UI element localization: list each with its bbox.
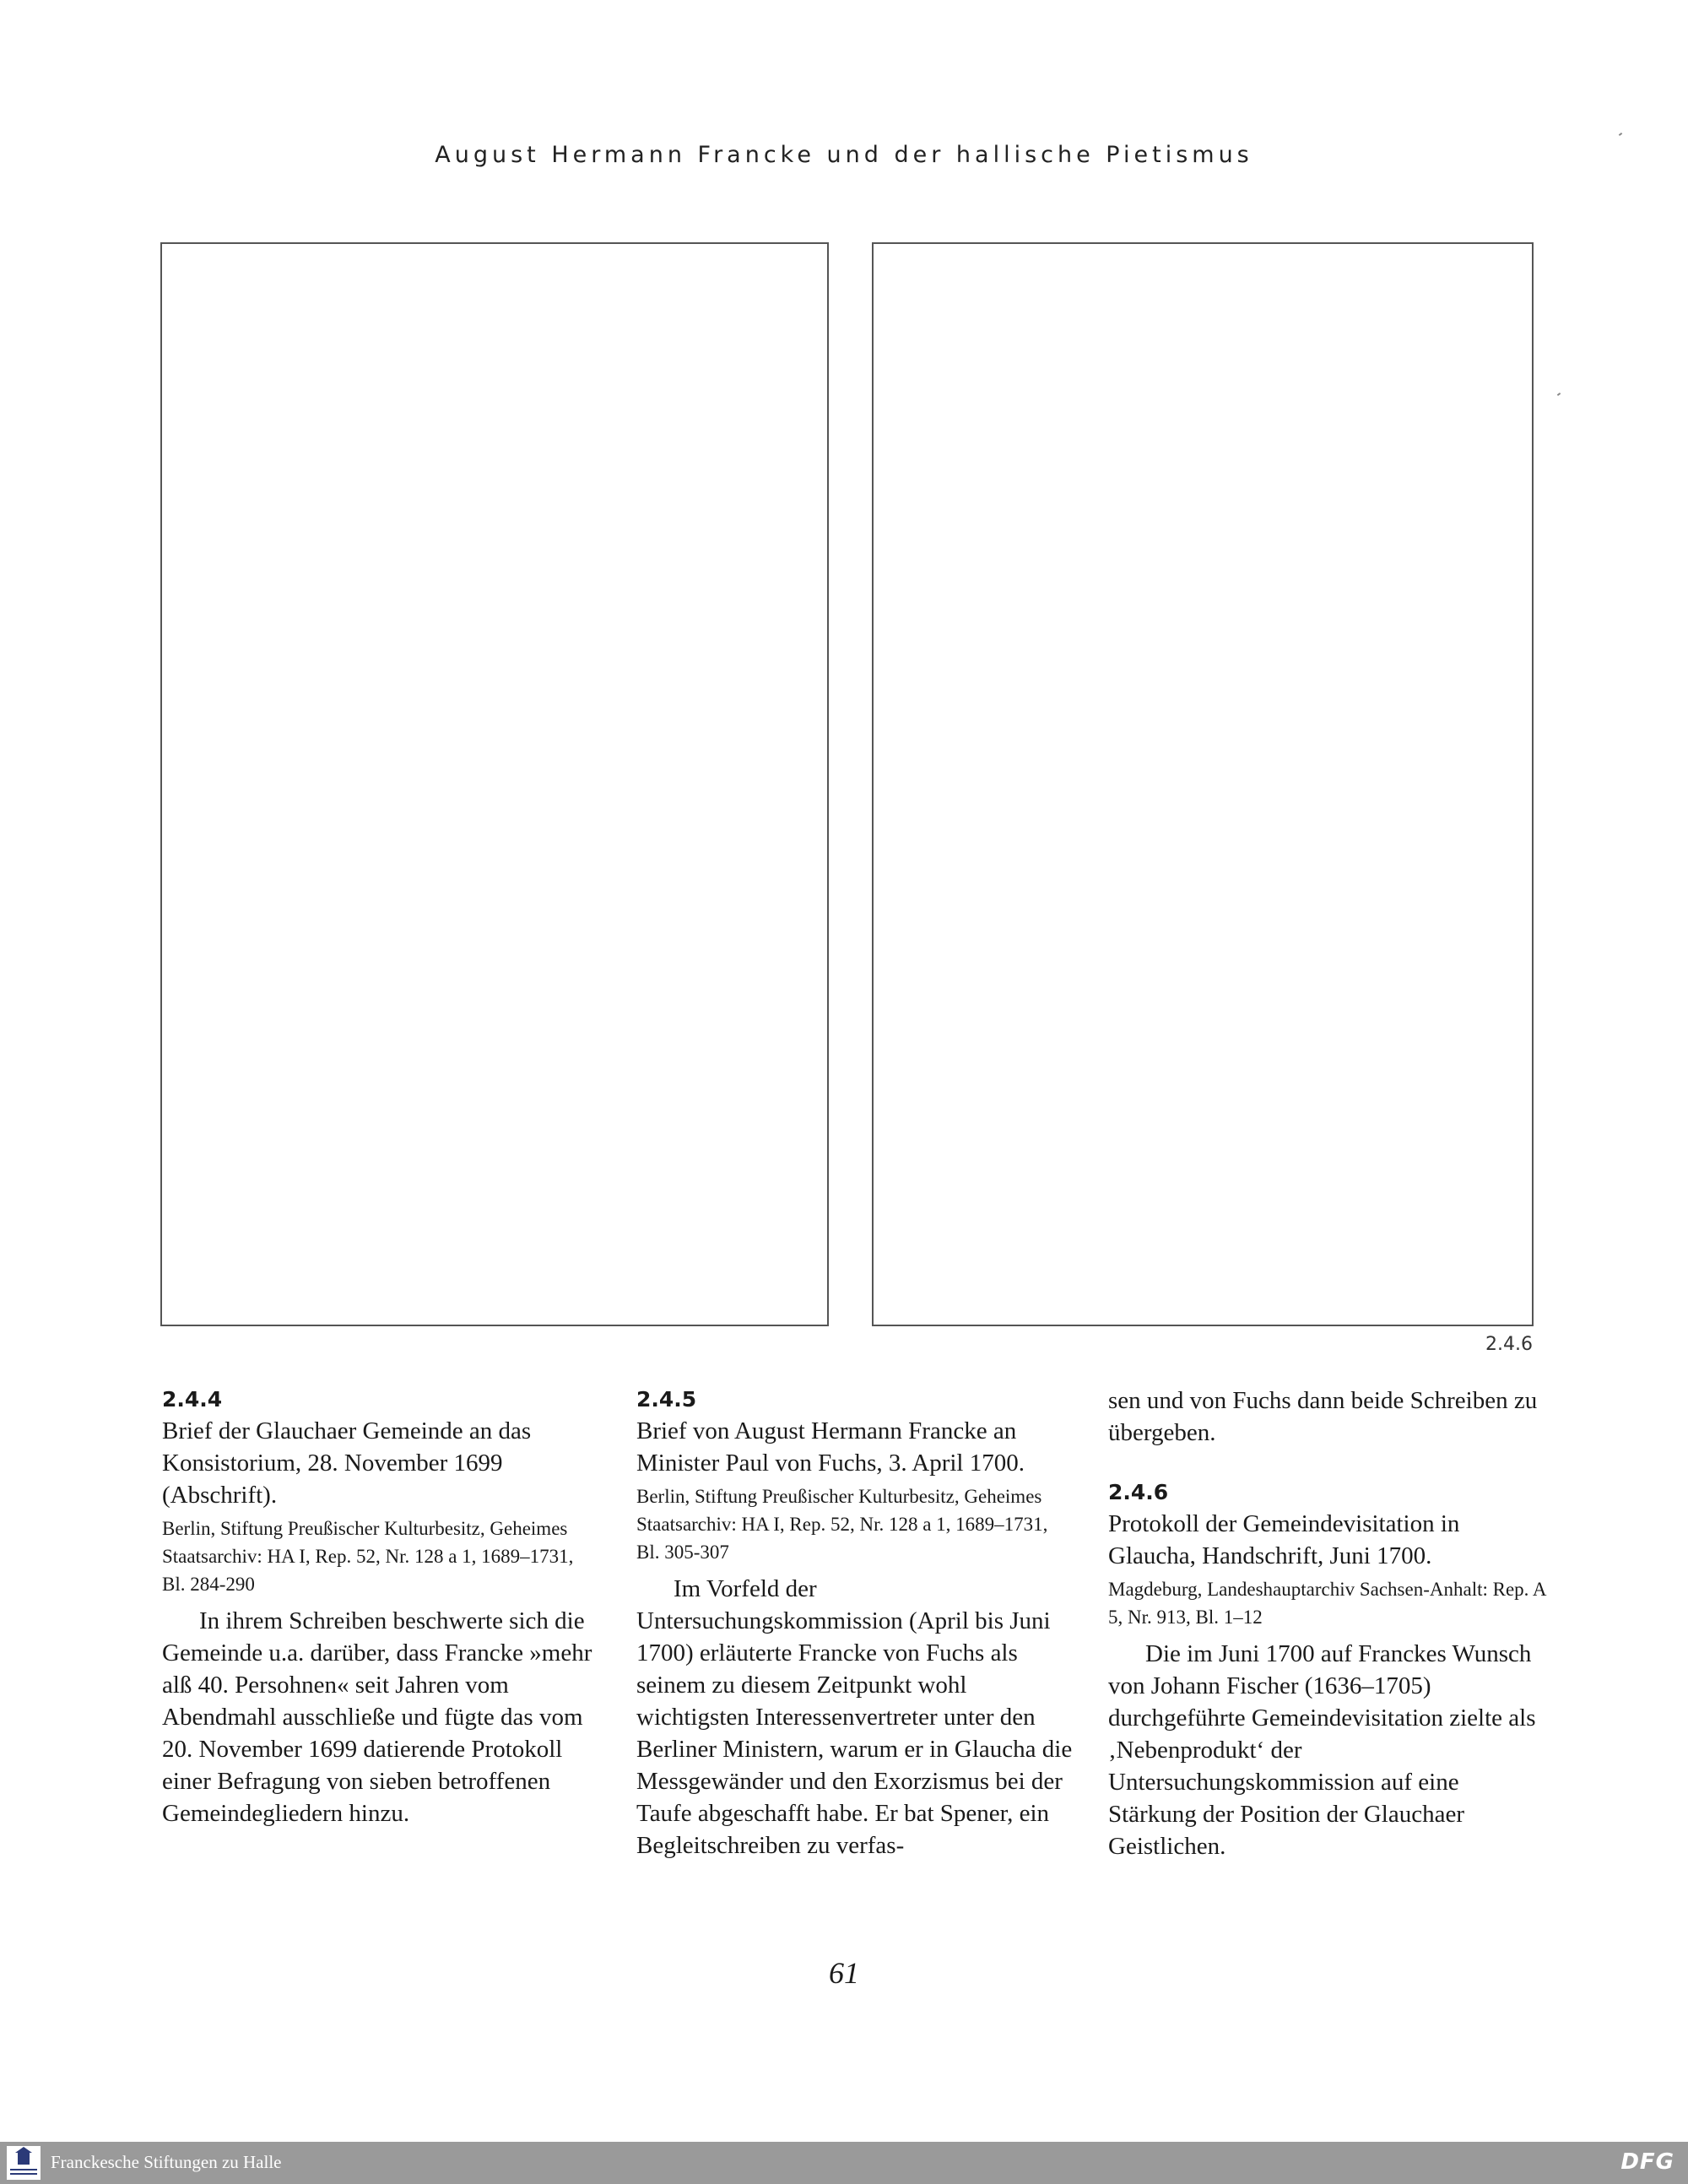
entry-source: Berlin, Stiftung Preußischer Kulturbesitz, Geheimes Staatsarchiv: HA I, Rep. 52, Nr. 128 a 1, 1689–1731, Bl. 284-290 xyxy=(162,1518,574,1595)
footer-institution-link[interactable]: Franckesche Stiftungen zu Halle xyxy=(51,2152,282,2172)
entry-title: Brief der Glauchaer Gemeinde an das Konsistorium, 28. November 1699 (Abschrift). xyxy=(162,1417,532,1509)
entry-body: Im Vorfeld der Untersuchungskommission (April bis Juni 1700) erläuterte Francke von Fuchs als seinem zu diesem Zeitpunkt wohl wichtigsten Interessenvertreter unter den Berliner Ministern, warum er in Glaucha die Messgewänder und den Exorzismus bei der Taufe abgeschafft habe. Er bat Spener, ein Begleitschreiben zu verfas- xyxy=(636,1575,1073,1859)
entry-body-continuation: sen und von Fuchs dann beide Schreiben zu übergeben. xyxy=(1108,1387,1538,1446)
scan-artifact xyxy=(1619,133,1622,136)
entry-2-4-4 xyxy=(162,1385,601,1829)
institution-logo-icon[interactable] xyxy=(7,2146,41,2180)
page-number: 61 xyxy=(829,1956,859,1990)
entry-number: 2.4.5 xyxy=(636,1387,697,1412)
footer-bar xyxy=(0,2142,1688,2184)
entry-2-4-5 xyxy=(636,1385,1075,1862)
entry-title: Protokoll der Gemeindevisitation in Glaucha, Handschrift, Juni 1700. xyxy=(1108,1510,1460,1569)
entry-title: Brief von August Hermann Francke an Minister Paul von Fuchs, 3. April 1700. xyxy=(636,1417,1025,1477)
entry-body: Die im Juni 1700 auf Franckes Wunsch von Johann Fischer (1636–1705) durchgeführte Gemeindevisitation zielte als ‚Nebenprodukt‘ der Untersuchungskommission auf eine Stärkung der Position der Glauchaer Geistlichen. xyxy=(1108,1640,1536,1860)
plate-label: 2.4.6 xyxy=(1485,1334,1533,1355)
image-frame-left xyxy=(160,242,829,1326)
entry-2-4-6 xyxy=(1108,1385,1547,1862)
dfg-logo[interactable]: DFG xyxy=(1620,2149,1674,2175)
entry-source: Berlin, Stiftung Preußischer Kulturbesitz, Geheimes Staatsarchiv: HA I, Rep. 52, Nr. 128 a 1, 1689–1731, Bl. 305-307 xyxy=(636,1486,1048,1563)
entry-number: 2.4.6 xyxy=(1108,1480,1169,1504)
entry-source: Magdeburg, Landeshauptarchiv Sachsen-Anhalt: Rep. A 5, Nr. 913, Bl. 1–12 xyxy=(1108,1579,1546,1628)
entry-number: 2.4.4 xyxy=(162,1387,223,1412)
image-frame-right xyxy=(872,242,1534,1326)
scan-artifact xyxy=(1557,393,1561,396)
entry-body: In ihrem Schreiben beschwerte sich die Gemeinde u.a. darüber, dass Francke »mehr alß 40. Persohnen« seit Jahren vom Abendmahl ausschließe und fügte das vom 20. November 1699 datierende Protokoll einer Befragung von sieben betroffenen Gemeindegliedern hinzu. xyxy=(162,1607,592,1827)
running-header: August Hermann Francke und der hallische Pietismus xyxy=(435,142,1253,168)
